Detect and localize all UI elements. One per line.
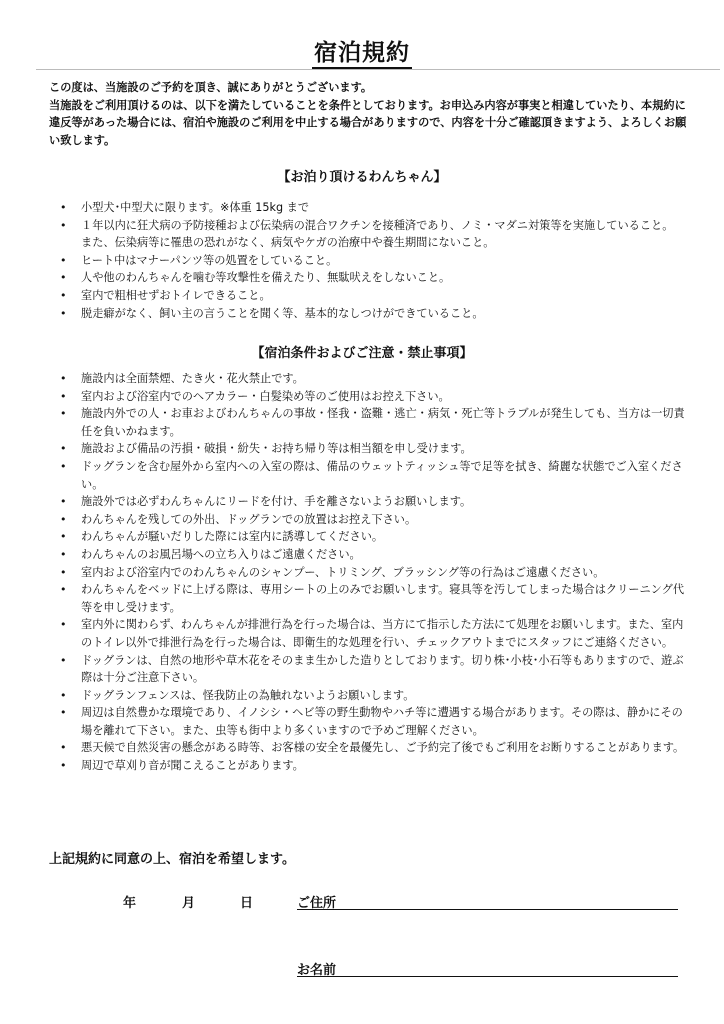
list-item: • 施設内外での人・お車およびわんちゃんの事故・怪我・盗難・逃亡・病気・死亡等トラブルが発生しても、当方は一切責任を負いかねます。 bbox=[60, 405, 690, 440]
address-label: ご住所 bbox=[297, 896, 337, 911]
intro-line: この度は、当施設のご予約を頂き、誠にありがとうございます。 bbox=[49, 81, 373, 94]
section1-list bbox=[60, 199, 690, 322]
list-item: • わんちゃんが騒いだりした際には室内に誘導してください。 bbox=[60, 528, 690, 546]
section2-heading: 【宿泊条件およびご注意・禁止事項】 bbox=[251, 346, 473, 361]
intro-line: 当施設をご利用頂けるのは、以下を満たしていることを条件としております。お申込み内容が事実と相違していたり、本規約に違反等があった場合には、宿泊や施設のご利用を中止する場合がありますので、内容を十分ご確認頂きますよう、よろしくお願い致します。 bbox=[49, 98, 687, 147]
list-item: • 周辺は自然豊かな環境であり、イノシシ・ヘビ等の野生動物やハチ等に遭遇する場合があります。その際は、静かにその場を離れて下さい。また、虫等も街中より多くいますので予めご理解ください。 bbox=[60, 704, 690, 739]
list-item: • わんちゃんをベッドに上げる際は、専用シートの上のみでお願いします。寝具等を汚してしまった場合はクリーニング代等を申し受けます。 bbox=[60, 581, 690, 616]
year-label: 年 bbox=[123, 896, 137, 911]
title-divider bbox=[36, 69, 720, 70]
list-item: • 室内および浴室内でのわんちゃんのシャンプー、トリミング、ブラッシング等の行為はご遠慮ください。 bbox=[60, 564, 690, 582]
intro-text bbox=[49, 79, 689, 149]
list-item: • １年以内に狂犬病の予防接種および伝染病の混合ワクチンを接種済であり、ノミ・マダニ対策等を実施していること。 また、伝染病等に罹患の恐れがなく、病気やケガの治療中や養生期間にないこと。 bbox=[60, 217, 690, 252]
list-item: • 室内で粗相せずおトイレできること。 bbox=[60, 287, 690, 305]
list-item: • 周辺で草刈り音が聞こえることがあります。 bbox=[60, 757, 690, 775]
name-field[interactable] bbox=[297, 976, 678, 977]
list-item: • 施設内は全面禁煙、たき火・花火禁止です。 bbox=[60, 370, 690, 388]
list-item: • ヒート中はマナーパンツ等の処置をしていること。 bbox=[60, 252, 690, 270]
list-item: • 悪天候で自然災害の懸念がある時等、お客様の安全を最優先し、ご予約完了後でもご利用をお断りすることがあります。 bbox=[60, 739, 690, 757]
list-item: • 小型犬･中型犬に限ります。※体重 15kg まで bbox=[60, 199, 690, 217]
section2-list bbox=[60, 370, 690, 775]
agreement-statement: 上記規約に同意の上、宿泊を希望します。 bbox=[49, 852, 295, 867]
list-item: • 室内および浴室内でのヘアカラー・白髪染め等のご使用はお控え下さい。 bbox=[60, 388, 690, 406]
section1-heading: 【お泊り頂けるわんちゃん】 bbox=[277, 170, 447, 185]
list-item: • ドッグランは、自然の地形や草木花をそのまま生かした造りとしております。切り株･小枝･小石等もありますので、遊ぶ際は十分ご注意下さい。 bbox=[60, 652, 690, 687]
list-item: • 人や他のわんちゃんを噛む等攻撃性を備えたり、無駄吠えをしないこと。 bbox=[60, 269, 690, 287]
address-field[interactable] bbox=[297, 909, 678, 910]
list-item: • 脱走癖がなく、飼い主の言うことを聞く等、基本的なしつけができていること。 bbox=[60, 305, 690, 323]
list-item: • わんちゃんを残しての外出、ドッグランでの放置はお控え下さい。 bbox=[60, 511, 690, 529]
list-item: • 施設外では必ずわんちゃんにリードを付け、手を離さないようお願いします。 bbox=[60, 493, 690, 511]
month-label: 月 bbox=[182, 896, 196, 911]
page-title: 宿泊規約 bbox=[0, 34, 724, 67]
list-item: • ドッグランフェンスは、怪我防止の為触れないようお願いします。 bbox=[60, 687, 690, 705]
day-label: 日 bbox=[240, 896, 254, 911]
list-item: • ドッグランを含む屋外から室内への入室の際は、備品のウェットティッシュ等で足等を拭き、綺麗な状態でご入室ください。 bbox=[60, 458, 690, 493]
name-label: お名前 bbox=[297, 963, 337, 978]
list-item: • 室内外に関わらず、わんちゃんが排泄行為を行った場合は、当方にて指示した方法にて処理をお願いします。また、室内のトイレ以外で排泄行為を行った場合は、即衛生的な処理を行い、チェックアウトまでにスタッフにご連絡ください。 bbox=[60, 616, 690, 651]
list-item: • 施設および備品の汚損・破損・紛失・お持ち帰り等は相当額を申し受けます。 bbox=[60, 440, 690, 458]
list-item: • わんちゃんのお風呂場への立ち入りはご遠慮ください。 bbox=[60, 546, 690, 564]
